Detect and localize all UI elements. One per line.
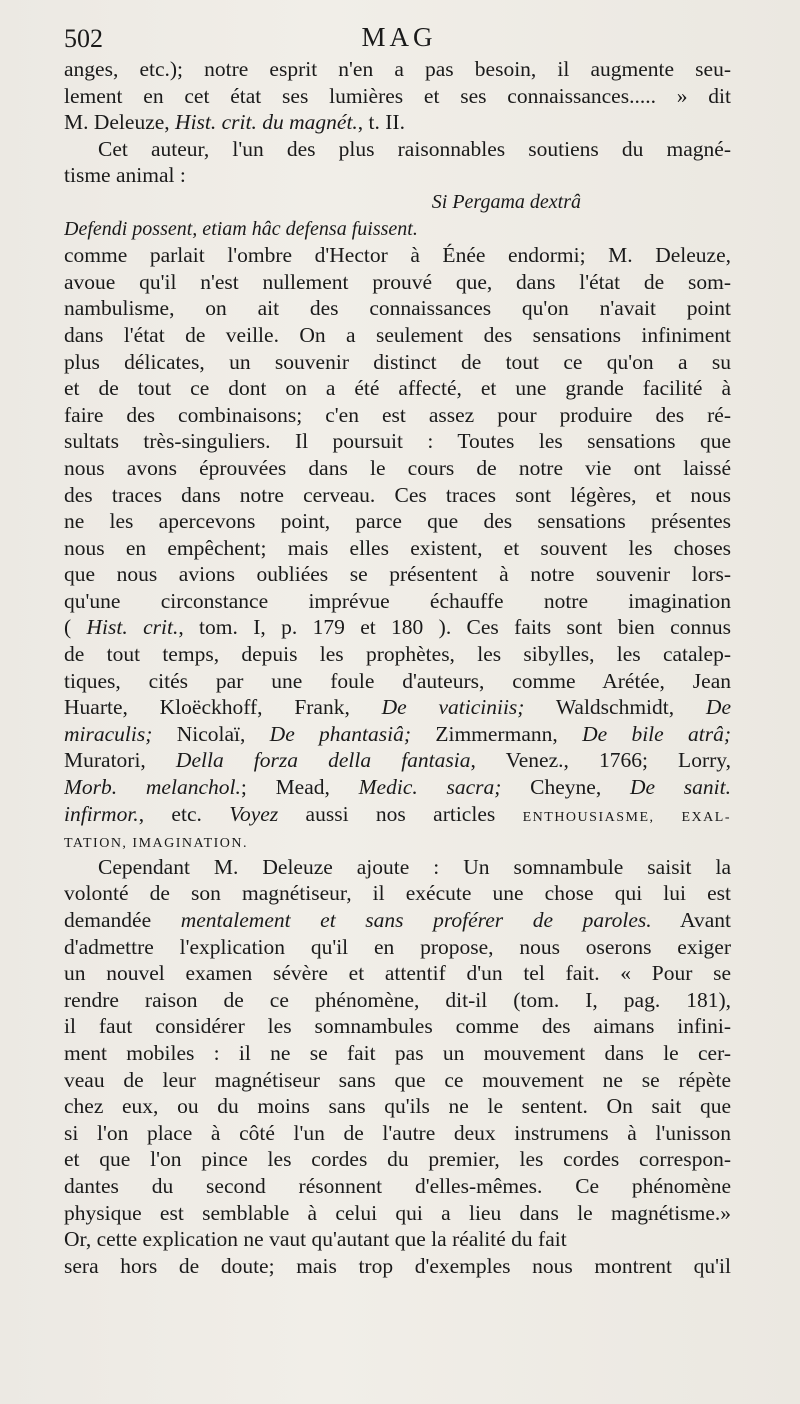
text-line xyxy=(64,216,731,243)
text-line xyxy=(64,960,731,987)
page-number: 502 xyxy=(64,24,103,53)
text-segment: que nous avions oubliées se présentent à notre souvenir lors- xyxy=(64,562,731,587)
text-line xyxy=(64,880,731,907)
text-line xyxy=(64,827,731,854)
italic-text: infirmor. xyxy=(64,801,139,826)
italic-text: mentalement et sans proférer de paroles. xyxy=(180,908,652,932)
text-line xyxy=(64,162,731,189)
text-line xyxy=(64,1173,731,1200)
text-segment: nous en empêchent; mais elles existent, et souvent les choses xyxy=(64,535,731,560)
text-line xyxy=(64,721,731,748)
text-segment: M. Deleuze, xyxy=(64,110,176,135)
text-segment: nambulisme, on ait des connaissances qu'on n'avait point xyxy=(64,296,731,321)
text-segment: Zimmermann, xyxy=(411,721,583,746)
text-segment: ; Mead, xyxy=(240,775,359,800)
text-line xyxy=(64,614,731,641)
text-segment: tisme animal : xyxy=(64,163,186,188)
text-segment: , Venez., 1766; Lorry, xyxy=(470,748,731,773)
text-line xyxy=(64,747,731,774)
text-segment: d'admettre l'explication qu'il en propose, nous oserons exiger xyxy=(64,934,731,959)
text-segment: lement en cet état ses lumières et ses connaissances..... » dit xyxy=(64,83,731,108)
text-line xyxy=(64,1013,731,1040)
text-line xyxy=(64,668,731,695)
text-line xyxy=(64,1253,731,1280)
text-segment: Cependant M. Deleuze ajoute : Un somnambule saisit la xyxy=(98,854,731,879)
small-caps-text: ENTHOUSIASME, EXAL- xyxy=(522,809,731,825)
small-caps-text: TATION, IMAGINATION. xyxy=(64,836,249,852)
text-segment: Avant xyxy=(651,908,731,932)
text-segment: sera hors de doute; mais trop d'exemples nous montrent qu'il xyxy=(64,1253,731,1278)
text-segment: des traces dans notre cerveau. Ces traces sont légères, et nous xyxy=(64,482,731,507)
text-line xyxy=(64,508,731,535)
text-line xyxy=(64,269,731,296)
text-segment: aussi nos articles xyxy=(278,801,523,826)
text-segment: faire des combinaisons; c'en est assez pour produire des ré- xyxy=(64,402,731,427)
text-segment: physique est semblable à celui qui a lieu dans le magnétisme.» xyxy=(64,1200,731,1225)
text-segment: Waldschmidt, xyxy=(524,695,706,720)
text-segment: chez eux, ou du moins sans qu'ils ne le sentent. On sait que xyxy=(64,1094,731,1119)
text-segment: de tout temps, depuis les prophètes, les sibylles, les catalep- xyxy=(64,642,731,667)
text-segment: ne les apercevons point, parce que des sensations présentes xyxy=(64,509,731,534)
text-segment: Cet auteur, l'un des plus raisonnables soutiens du magné- xyxy=(98,136,731,161)
text-line xyxy=(64,535,731,562)
italic-text: De phantasiâ; xyxy=(269,721,412,746)
text-segment: , etc. xyxy=(138,801,230,826)
text-segment: ( xyxy=(64,615,87,640)
text-line xyxy=(64,1067,731,1094)
text-segment: comme parlait l'ombre d'Hector à Énée endormi; M. Deleuze, xyxy=(64,243,731,268)
text-segment: un nouvel examen sévère et attentif d'un tel fait. « Pour se xyxy=(64,961,731,986)
text-line xyxy=(64,375,731,402)
text-segment: Cheyne, xyxy=(501,775,630,800)
page-header xyxy=(64,22,734,58)
text-line xyxy=(64,934,731,961)
text-segment: , t. II. xyxy=(357,110,405,135)
text-line xyxy=(64,1120,731,1147)
text-line xyxy=(64,987,731,1014)
text-segment: avoue qu'il n'est nullement prouvé que, dans l'état de som- xyxy=(64,269,731,294)
italic-text: De xyxy=(705,695,731,720)
text-segment: il faut considérer les somnambules comme des aimans infini- xyxy=(64,1014,731,1039)
text-line xyxy=(64,801,731,828)
text-line xyxy=(64,482,731,509)
text-segment: et que l'on pince les cordes du premier, les cordes correspon- xyxy=(64,1147,731,1172)
text-line xyxy=(64,109,731,136)
text-segment: tiques, cités par une foule d'auteurs, comme Arétée, Jean xyxy=(64,668,731,693)
italic-text: miraculis; xyxy=(64,721,153,746)
text-segment: Or, cette explication ne vaut qu'autant que la réalité du fait xyxy=(64,1227,567,1252)
text-segment: veau de leur magnétiseur sans que ce mouvement ne se répète xyxy=(64,1067,731,1092)
italic-text: De bile atrâ; xyxy=(582,721,731,746)
italic-text: Hist. crit. xyxy=(86,615,179,640)
text-line xyxy=(64,907,731,934)
text-line xyxy=(64,1226,731,1253)
body-text xyxy=(64,56,731,1279)
italic-text: Della forza della fantasia xyxy=(175,748,471,773)
italic-text: Hist. crit. du magnét. xyxy=(175,110,358,135)
text-line xyxy=(64,694,731,721)
text-segment: Si Pergama dextrâ xyxy=(431,190,581,213)
italic-text: De vaticiniis; xyxy=(381,695,525,720)
text-segment: Muratori, xyxy=(64,748,176,773)
text-line xyxy=(64,242,731,269)
text-line xyxy=(64,349,731,376)
text-segment: Defendi possent, etiam hâc defensa fuissent. xyxy=(64,217,418,240)
text-segment: volonté de son magnétiseur, il exécute une chose qui lui est xyxy=(64,881,731,906)
text-line xyxy=(64,295,731,322)
text-segment: dantes du second résonnent d'elles-mêmes. Ce phénomène xyxy=(64,1173,731,1198)
text-segment: plus délicates, un souvenir distinct de tout ce qu'on a su xyxy=(64,349,731,374)
text-line xyxy=(64,83,731,110)
text-line xyxy=(64,189,731,216)
text-line xyxy=(64,322,731,349)
text-line xyxy=(64,641,731,668)
text-line xyxy=(64,428,731,455)
text-segment: anges, etc.); notre esprit n'en a pas besoin, il augmente seu- xyxy=(64,57,731,81)
text-segment: rendre raison de ce phénomène, dit-il (tom. I, pag. 181), xyxy=(64,987,731,1012)
text-line xyxy=(64,455,731,482)
italic-text: De sanit. xyxy=(629,775,731,800)
text-segment: dans l'état de veille. On a seulement des sensations infiniment xyxy=(64,322,731,347)
text-segment: si l'on place à côté l'un de l'autre deux instrumens à l'unisson xyxy=(64,1120,731,1145)
text-line xyxy=(64,1093,731,1120)
text-segment: Huarte, Kloëckhoff, Frank, xyxy=(64,695,382,720)
text-segment: et de tout ce dont on a été affecté, et une grande facilité à xyxy=(64,376,731,401)
text-segment: nous avons éprouvées dans le cours de notre vie ont laissé xyxy=(64,455,731,480)
running-head: MAG xyxy=(361,22,437,52)
text-line xyxy=(64,588,731,615)
text-segment: qu'une circonstance imprévue échauffe notre imagination xyxy=(64,588,731,613)
text-segment: , tom. I, p. 179 et 180 ). Ces faits sont bien connus xyxy=(178,615,731,640)
text-segment: Nicolaï, xyxy=(152,721,270,746)
text-line xyxy=(64,774,731,801)
text-line xyxy=(64,56,731,83)
text-segment: demandée xyxy=(64,908,181,932)
text-line xyxy=(64,561,731,588)
text-segment: sultats très-singuliers. Il poursuit : Toutes les sensations que xyxy=(64,429,731,454)
text-line xyxy=(64,1146,731,1173)
text-line xyxy=(64,402,731,429)
italic-text: Voyez xyxy=(229,801,279,826)
text-line xyxy=(64,136,731,163)
text-line xyxy=(64,1200,731,1227)
italic-text: Medic. sacra; xyxy=(358,775,502,800)
text-line xyxy=(64,854,731,881)
italic-text: Morb. melanchol. xyxy=(64,775,241,800)
text-segment: ment mobiles : il ne se fait pas un mouvement dans le cer- xyxy=(64,1040,731,1065)
text-line xyxy=(64,1040,731,1067)
